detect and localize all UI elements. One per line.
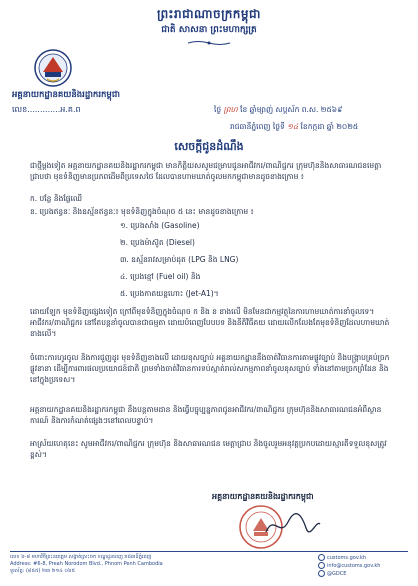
globe-icon xyxy=(318,554,325,561)
lunar-prefix: ថ្ងៃ xyxy=(214,105,222,114)
solar-day-handwritten: ១៤ xyxy=(287,122,299,131)
address-khmer: លេខ ៦-៨ មហាវិថីព្រះនរោត្តម សង្កាត់ស្រះចក ខណ្ឌដូនពេញ រាជធានីភ្នំពេញ xyxy=(10,554,152,560)
paragraph-intro: ជាថ្មីម្តងទៀត អគ្គនាយកដ្ឋានគយនិងរដ្ឋាករកម្ពុជា មានកិត្តិយសសូមជម្រាបជូនអាជីវករ/ពាណិជ្ជករ ក្រុមហ៊ុននិងសាធារណជនមេត្តាជ្រាបថា មុខទំនិញមានប្រភពដើមពីប្រទេសថៃ ដែលបានហាមឃាត់ចូលមកកម្ពុជាមានដូចខាងក្រោម ៖ xyxy=(30,161,382,181)
handwritten-signature-icon xyxy=(262,510,322,540)
telegram-icon xyxy=(318,570,325,577)
email-icon xyxy=(318,562,325,569)
address-english: Address: #6-8, Preah Norodom Blvd., Phnom Penh Cambodia xyxy=(10,561,163,567)
phone-number: ទូរស័ព្ទ: (៨៥៥) ២៣ ២១៤ ០៦៥ xyxy=(10,568,76,574)
national-motto: ជាតិ សាសនា ព្រះមហាក្សត្រ xyxy=(161,25,257,35)
solar-date xyxy=(230,122,358,133)
document-title: សេចក្តីជូនដំណឹង xyxy=(174,140,244,153)
solar-month-year: ខែកក្កដា ឆ្នាំ ២០២៥ xyxy=(300,122,359,131)
list-item: ក. បន្លែ និងផ្លែឈើ xyxy=(30,194,83,203)
ornament-divider xyxy=(186,40,232,46)
footer-address xyxy=(10,554,163,575)
footer-divider xyxy=(10,551,408,552)
sub-list-item: ១. ប្រេងសាំង (Gasoline) xyxy=(120,221,200,230)
lunar-day-handwritten: ព្រហ xyxy=(223,105,238,114)
paragraph-exemption: ដោយឡែក មុខទំនិញផ្សេងទៀត ក្រៅពីមុខទំនិញក្នុងចំណុច ក និង ខ ខាងលើ មិនមែនជាកម្មវត្ថុនៃការហាមឃាត់ការនាំចូលទេ។ អាជីវករ/ពាណិជ្ជករ នៅតែបន្តនាំចូលបានជាធម្មតា ដោយបំពេញបែបបទ និងនីតិវិធីគយ ដោយលើកលែងតែមុខទំនិញដែលហាមឃាត់ខាងលើ។ xyxy=(30,307,390,338)
website-link[interactable]: customs.gov.kh xyxy=(318,554,380,562)
sub-list-item: ៤. ប្រេងខ្មៅ (Fuel oil) និង xyxy=(120,272,201,281)
sub-list-item: ៣. ឧស្ម័នរាវសម្រាប់ដុត (LPG និង LNG) xyxy=(120,255,239,264)
reference-number: លេខ.............អ.គ.ព xyxy=(12,105,81,114)
telegram-link[interactable]: @GDCE xyxy=(318,570,380,578)
signatory-title: អគ្គនាយកដ្ឋានគយនិងរដ្ឋាករកម្ពុជា xyxy=(212,492,314,501)
lunar-month-value: ឆ្នាំម្សាញ់ សប្តស័ក ព.ស. ២៥៦៩ xyxy=(249,105,343,114)
lunar-month-label: ខែ xyxy=(240,105,248,114)
solar-text: រាជធានីភ្នំពេញ ថ្ងៃទី xyxy=(230,122,285,131)
sub-list-item: ៥. ប្រេងកាតយន្តហោះ (Jet-A1)។ xyxy=(120,289,219,298)
kingdom-header: ព្រះរាជាណាចក្រកម្ពុជា xyxy=(157,7,261,21)
lunar-date xyxy=(214,105,342,116)
department-name: អគ្គនាយកដ្ឋានគយនិងរដ្ឋាករកម្ពុជា xyxy=(12,90,120,100)
sub-list-item: ២. ប្រេងម៉ាស៊ូត (Diesel) xyxy=(120,238,195,247)
paragraph-closing: អាស្រ័យហេតុនេះ សូមអាជីវករ/ពាណិជ្ជករ ក្រុមហ៊ុន និងសាធារណជន មេត្តាជ្រាប និងចូលរួមអនុវត្តប្រកបដោយស្មារតីទទួលខុសត្រូវខ្ពស់។ xyxy=(30,439,387,459)
gdce-logo-icon xyxy=(33,48,73,88)
email-link[interactable]: info@customs.gov.kh xyxy=(318,562,380,570)
footer-contacts xyxy=(318,554,380,578)
paragraph-enforcement: ចំពោះការហូរចូល និងការជួញដូរ មុខទំនិញខាងលើ ដោយខុសច្បាប់ អគ្គនាយកដ្ឋាននឹងចាត់វិធានការតាមផ្លូវច្បាប់ និងបង្ក្រាបគ្រប់ច្រកផ្លូវនានា ដើម្បីការពារផលប្រយោជន៍ជាតិ ព្រមទាំងចាត់វិធានការទប់ស្កាត់រាល់សកម្មភាពនាំចូលខុសច្បាប់ ទាំងនៅតាមច្រកព្រំដែន និងនៅក្នុងប្រទេស។ xyxy=(30,353,390,384)
paragraph-followup: អគ្គនាយកដ្ឋានគយនិងរដ្ឋាករកម្ពុជា នឹងបន្តតាមដាន និងធ្វើបច្ចុប្បន្នភាពជូនអាជីវករ/ពាណិជ្ជករ ក្រុមហ៊ុននិងសាធារណជនអំពីស្ថានការណ៍ និងការកំណត់ផ្សេងៗនៅពេលបន្ទាប់។ xyxy=(30,405,382,425)
list-item: ខ. ប្រេងឥន្ធនៈ និងឧស្ម័នឥន្ធនៈ៖ មុខទំនិញក្នុងចំណុច ៥ នេះ មានដូចខាងក្រោម ៖ xyxy=(30,207,254,216)
